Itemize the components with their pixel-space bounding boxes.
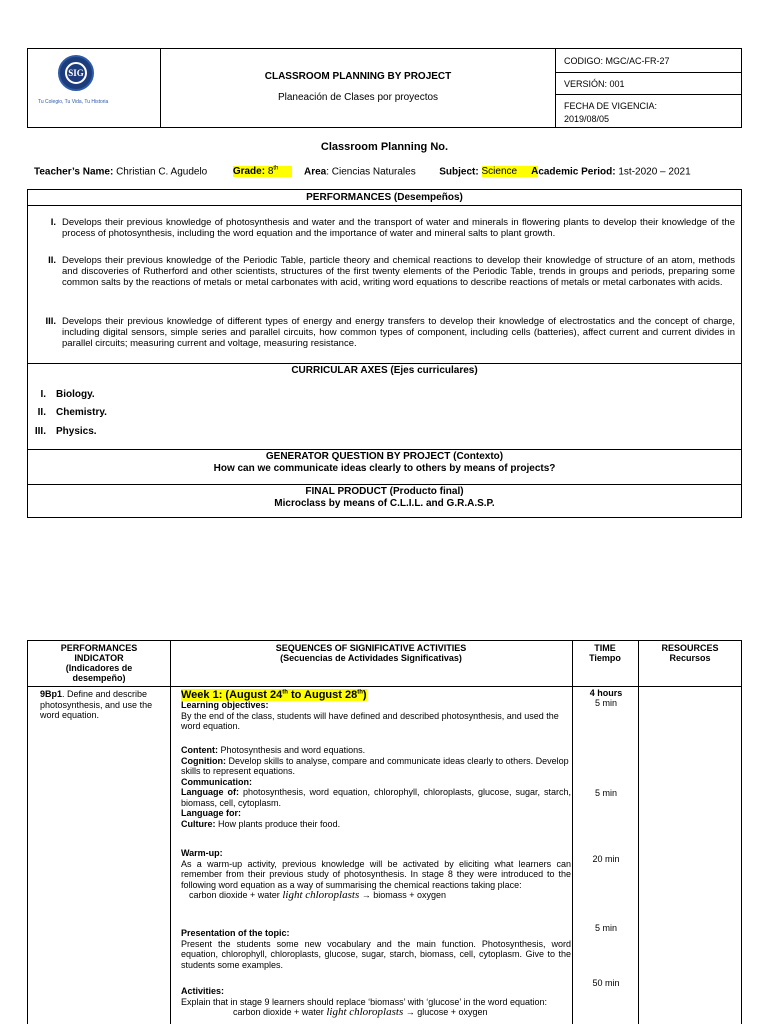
eq-right: glucose + oxygen [417, 1007, 488, 1017]
lang-of-text: photosynthesis, word equation, chlorophyll, chloroplasts, glucose, sugar, starch, biomass, cell, cytoplasm. [181, 787, 571, 808]
subject-value: Science [482, 166, 532, 177]
divider [28, 363, 741, 364]
generator-question: How can we communicate ideas clearly to others by means of projects? [213, 463, 556, 474]
planning-title: Classroom Planning No. [320, 141, 449, 153]
logo-tagline: Tu Colegio, Tu Vida, Tu Historia [38, 99, 109, 105]
period-label-first: A [531, 166, 539, 178]
teacher-name: Christian C. Agudelo [116, 166, 208, 178]
validity-label: FECHA DE VIGENCIA: [564, 101, 658, 111]
period-value: 1st-2020 – 2021 [618, 166, 691, 178]
area-value: : Ciencias Naturales [326, 166, 416, 178]
presentation-label: Presentation of the topic: [181, 928, 290, 938]
col-header-line: SEQUENCES OF SIGNIFICATIVE ACTIVITIES [275, 643, 467, 653]
communication-label: Communication: [181, 776, 252, 787]
generator-section [28, 451, 741, 475]
col-header-indicator [28, 643, 170, 683]
col-header-line: Recursos [669, 653, 711, 663]
code-field: CODIGO: MGC/AC-FR-27 [556, 49, 742, 73]
grade-value: 8 [267, 166, 274, 178]
time-entry: 5 min [594, 788, 617, 798]
indicator-text: . Define and describe photosynthesis, and use the word equation. [40, 689, 153, 720]
col-header-activities [170, 643, 572, 663]
sequence-table [27, 640, 742, 1024]
presentation-block [181, 928, 571, 970]
cognition-text: Develop skills to analyse, compare and communicate ideas clearly to others. Develop skills to represent equations. [181, 755, 569, 776]
generator-heading: GENERATOR QUESTION BY PROJECT (Contexto) [265, 451, 504, 462]
performance-item [40, 255, 735, 288]
col-header-line: TIME [594, 643, 616, 653]
warmup-block [181, 848, 571, 901]
col-header-line: RESOURCES [661, 643, 719, 653]
grade-label: Grade: [232, 166, 266, 178]
planning-box [27, 189, 742, 518]
document-header [27, 48, 742, 128]
divider [28, 205, 741, 206]
performance-item [40, 217, 735, 239]
week-sup: th [357, 689, 363, 695]
col-header-line: desempeño) [72, 673, 126, 683]
performance-item [40, 316, 735, 349]
logo-cell [28, 49, 161, 127]
culture-text: How plants produce their food. [215, 818, 341, 829]
week-text: to August 28 [287, 688, 358, 701]
validity-date: 2019/08/05 [564, 114, 610, 124]
week-text: ) [362, 688, 367, 701]
week-sup: th [282, 689, 288, 695]
content-text: Photosynthesis and word equations. [218, 745, 366, 755]
col-header-line: PERFORMANCES [60, 643, 138, 653]
col-header-resources [638, 643, 742, 663]
title-cell [161, 49, 556, 127]
logo-letters: SIG [65, 62, 87, 84]
equation-2 [181, 1007, 571, 1018]
activities-block [181, 986, 571, 1018]
warmup-label: Warm-up: [181, 848, 223, 858]
school-logo [58, 55, 94, 91]
performance-text: Develops their previous knowledge of photosynthesis and water and the transport of water and minerals in flowering plants to develop their knowledge of the process of photosynthesis, including the word equation and the importance of water and mineral salts to plant growth. [62, 217, 735, 239]
eq-right: biomass + oxygen [373, 890, 447, 900]
culture-label: Culture: [181, 818, 216, 829]
axis-num: II. [37, 407, 46, 418]
time-entry: 5 min [594, 698, 617, 708]
period-label: cademic Period: [538, 166, 616, 178]
axis-item [28, 389, 95, 400]
area-label: Area [303, 166, 327, 178]
teacher-info-line [34, 166, 691, 177]
performances-heading: PERFORMANCES (Desempeños) [306, 192, 463, 203]
axis-label: Biology. [56, 389, 95, 400]
axis-num: III. [34, 426, 46, 437]
performance-num: II. [48, 255, 56, 266]
content-block [181, 745, 571, 829]
activities-text: Explain that in stage 9 learners should replace ‘biomass’ with ‘glucose’ in the word equation: [181, 996, 548, 1007]
indicator-code: 9Bp1 [40, 689, 63, 699]
eq-condition: light chloroplasts [326, 1006, 404, 1018]
version-field: VERSIÓN: 001 [556, 73, 742, 95]
week-highlight [181, 689, 367, 701]
presentation-text: Present the students some new vocabulary and the main function. Photosynthesis, word equation, chlorophyll, chloroplasts, glucose, sugar, starch, biomass, cell, cytoplasm. Give to the students some examples. [181, 938, 571, 970]
equation-1 [181, 890, 571, 901]
performance-text: Develops their previous knowledge of the Periodic Table, particle theory and chemical reactions to develop their knowledge of structure of an atom, methods and discoveries of Rutherford and other scientists, structures of the first twenty elements of the Periodic Table, trends in groups and periods, preparing some common salts by the reactions of metals or metal carbonates with acid, writing word equations to describe reactions of metals or metal carbonates with acids. [62, 255, 735, 288]
lo-text: By the end of the class, students will have defined and described photosynthesis, and used the word equation. [181, 710, 559, 731]
time-entry: 20 min [592, 854, 620, 864]
performance-num: I. [50, 217, 56, 228]
subject-label: Subject: [439, 166, 479, 178]
document-title: CLASSROOM PLANNING BY PROJECT [264, 71, 452, 82]
column-divider [170, 641, 171, 1024]
eq-left: carbon dioxide + water [189, 890, 280, 900]
time-entry: 50 min [592, 978, 620, 988]
col-header-line: (Indicadores de [65, 663, 133, 673]
week-text: Week 1: (August 24 [181, 688, 283, 701]
axis-item [28, 426, 97, 437]
final-product-heading: FINAL PRODUCT (Producto final) [305, 486, 464, 497]
lang-for-label: Language for: [181, 808, 241, 818]
performance-num: III. [45, 316, 56, 327]
learning-objectives [181, 700, 571, 732]
axis-label: Physics. [56, 426, 97, 437]
teacher-label: Teacher’s Name: [34, 166, 114, 178]
divider [28, 449, 741, 450]
eq-arrow: → [405, 1007, 415, 1017]
column-divider [638, 641, 639, 1024]
time-entry: 5 min [594, 923, 617, 933]
grade-sup: th [273, 166, 279, 172]
axis-item [28, 407, 107, 418]
axis-label: Chemistry. [56, 407, 107, 418]
activities-label: Activities: [181, 986, 225, 996]
col-header-line: INDICATOR [74, 653, 124, 663]
column-divider [572, 641, 573, 1024]
eq-arrow: → [361, 890, 371, 900]
validity-field [556, 95, 742, 126]
time-total: 4 hours [589, 688, 623, 698]
col-header-time [572, 643, 638, 663]
performance-text: Develops their previous knowledge of different types of energy and energy transfers to develop their knowledge of electrostatics and the concept of charge, including digital sensors, simple series and parallel circuits, how common types of component, including cells (batteries), affect current and current divides in parallel circuits; measuring current and voltage, measuring resistance. [62, 316, 735, 349]
grade-highlight [233, 166, 293, 177]
indicator-cell [40, 689, 166, 721]
col-header-line: (Secuencias de Actividades Significativas) [280, 653, 462, 663]
week-title [181, 687, 571, 700]
final-product-section [28, 486, 741, 510]
divider [28, 484, 741, 485]
cognition-label: Cognition: [181, 755, 226, 766]
final-product-text: Microclass by means of C.L.I.L. and G.R.A.S.P. [274, 498, 495, 509]
axis-num: I. [40, 389, 46, 400]
eq-left: carbon dioxide + water [233, 1007, 324, 1017]
document-subtitle: Planeación de Clases por proyectos [277, 92, 439, 103]
content-label: Content: [181, 745, 218, 755]
eq-condition: light chloroplasts [282, 889, 360, 901]
lo-label: Learning objectives: [181, 700, 269, 710]
warmup-text: As a warm-up activity, previous knowledge will be activated by eliciting what learners can remember from their previous study of photosynthesis. In stage 8 they were introduced to the following word equation as a way of summarising the chemical reactions taking place: [181, 858, 571, 890]
axes-heading: CURRICULAR AXES (Ejes curriculares) [291, 365, 478, 376]
col-header-line: Tiempo [589, 653, 621, 663]
lang-of-label: Language of: [181, 787, 239, 797]
